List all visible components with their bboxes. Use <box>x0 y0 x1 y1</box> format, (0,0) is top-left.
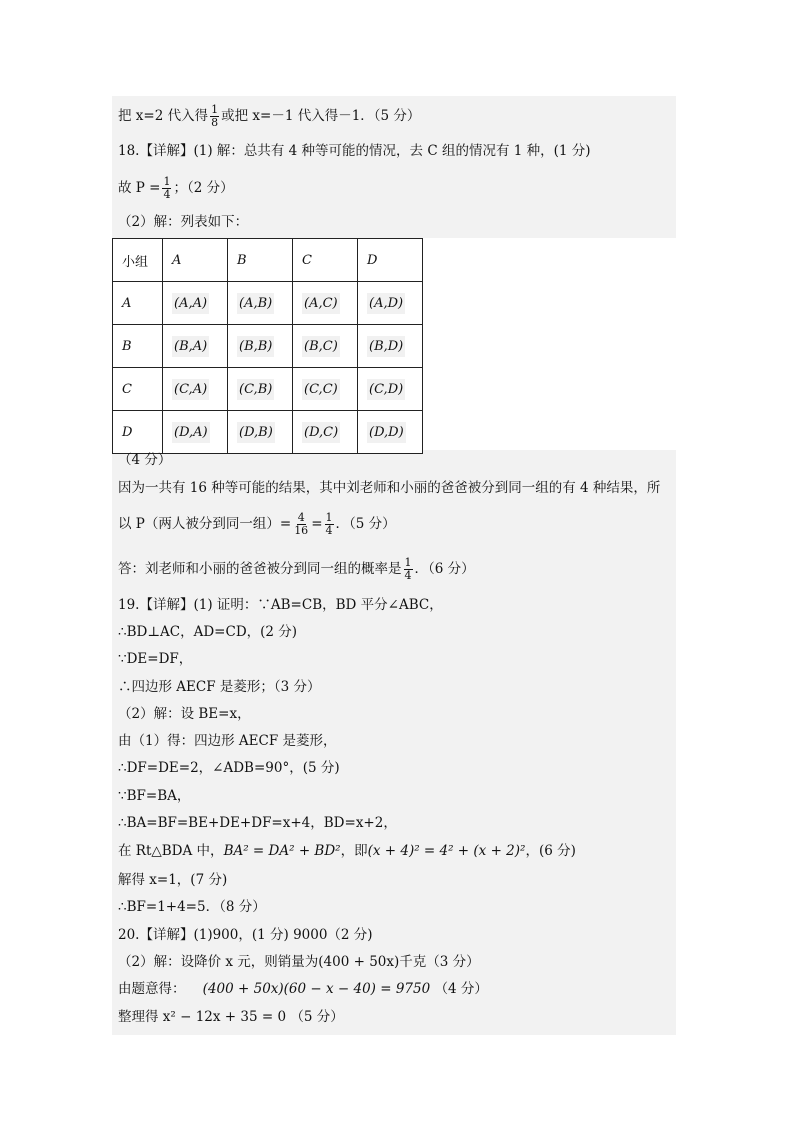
line-3: 故 P = $\frac{1}{4}$ ；（2 分） <box>118 175 234 201</box>
fraction: $\frac{1}{8}$ <box>211 103 219 129</box>
table-cell: (A,A) <box>163 282 228 325</box>
line-9: 19.【详解】(1) 证明：∵AB=CB，BD 平分∠ABC， <box>118 597 443 613</box>
table-cell: (B,B) <box>228 325 293 368</box>
equation: (x + 4)² = 4² + (x + 2)² <box>367 843 526 859</box>
table-header-cell: D <box>358 239 423 282</box>
line-2: 18.【详解】(1) 解：总共有 4 种等可能的情况，去 C 组的情况有 1 种，(1 分) <box>118 143 591 159</box>
table-cell: (A,B) <box>228 282 293 325</box>
table-row <box>113 325 423 368</box>
table-row-label: D <box>113 411 163 454</box>
table-header-row <box>113 239 423 282</box>
table-cell: (C,A) <box>163 368 228 411</box>
table-cell: (D,C) <box>293 411 358 454</box>
table-cell: (C,C) <box>293 368 358 411</box>
table-cell: (A,D) <box>358 282 423 325</box>
line-4: （2）解：列表如下： <box>118 214 249 230</box>
fraction: $\frac{1}{4}$ <box>404 556 412 582</box>
line-8: 答：刘老师和小丽的爸爸被分到同一组的概率是 $\frac{1}{4}$ ．（6 分） <box>118 556 475 582</box>
line-16: ∵BF=BA， <box>118 788 191 804</box>
table-row-label: C <box>113 368 163 411</box>
line-6: 因为一共有 16 种等可能的结果，其中刘老师和小丽的爸爸被分到同一组的有 4 种结果，所 <box>118 480 661 496</box>
table-cell: (B,C) <box>293 325 358 368</box>
table-cell: (C,B) <box>228 368 293 411</box>
line-19: 解得 x=1，(7 分) <box>118 872 228 888</box>
table-row-label: A <box>113 282 163 325</box>
table-header-cell: C <box>293 239 358 282</box>
line-12: ∴四边形 AECF 是菱形；（3 分） <box>118 679 321 695</box>
table-cell: (B,D) <box>358 325 423 368</box>
line-22: （2）解：设降价 x 元，则销量为(400 + 50x)千克（3 分） <box>118 954 480 970</box>
table-row <box>113 282 423 325</box>
table-cell: (D,A) <box>163 411 228 454</box>
line-15: ∴DF=DE=2，∠ADB=90°，(5 分) <box>118 760 340 776</box>
table-cell: (C,D) <box>358 368 423 411</box>
equation: (400 + 50x)(60 − x − 40) = 9750 <box>202 981 431 997</box>
line-13: （2）解：设 BE=x， <box>118 706 251 722</box>
fraction: $\frac{1}{4}$ <box>163 175 171 201</box>
line-1: 把 x=2 代入得 $\frac{1}{8}$ 或把 x=－1 代入得－1．（5 分） <box>118 103 421 129</box>
table-header-cell: A <box>163 239 228 282</box>
table-cell: (D,B) <box>228 411 293 454</box>
line-20: ∴BF=1+4=5．（8 分） <box>118 899 266 915</box>
line-10: ∴BD⊥AC，AD=CD，(2 分) <box>118 624 298 640</box>
table-cell: (A,C) <box>293 282 358 325</box>
table-cell: (D,D) <box>358 411 423 454</box>
fraction: $\frac{1}{4}$ <box>325 511 333 537</box>
line-18: 在 Rt△BDA 中，BA² = DA² + BD²，即(x + 4)² = 4² + (x + 2)²，(6 分) <box>118 843 576 859</box>
line-21: 20.【详解】(1)900，(1 分) 9000（2 分) <box>118 927 373 943</box>
line-7: 以 P（两人被分到同一组）= $\frac{4}{16}$ = $\frac{1}{4}$ ．（5 分） <box>118 511 396 537</box>
line-5: （4 分） <box>118 452 172 468</box>
line-14: 由（1）得：四边形 AECF 是菱形， <box>118 733 337 749</box>
table-header-cell: B <box>228 239 293 282</box>
line-24: 整理得 x² − 12x + 35 = 0 （5 分） <box>118 1009 344 1025</box>
table-row-label: B <box>113 325 163 368</box>
equation: BA² = DA² + BD² <box>223 843 341 859</box>
fraction: $\frac{4}{16}$ <box>294 511 309 537</box>
line-11: ∵DE=DF， <box>118 651 193 667</box>
line-17: ∴BA=BF=BE+DE+DF=x+4，BD=x+2， <box>118 815 397 831</box>
outcome-table <box>112 238 423 454</box>
table-header-cell: 小组 <box>113 239 163 282</box>
line-23: 由题意得： (400 + 50x)(60 − x − 40) = 9750 （4 分） <box>118 981 488 997</box>
table-row <box>113 411 423 454</box>
table-row <box>113 368 423 411</box>
table-cell: (B,A) <box>163 325 228 368</box>
